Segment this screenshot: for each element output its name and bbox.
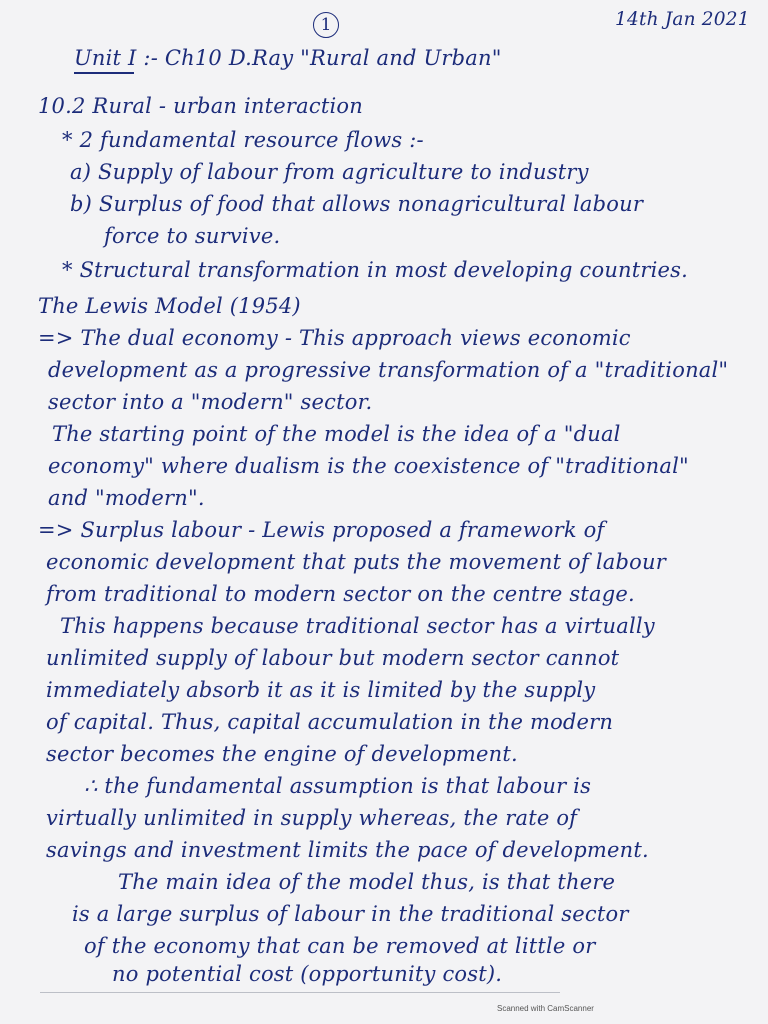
- note-line: sector into a "modern" sector.: [48, 390, 373, 414]
- note-line: savings and investment limits the pace of development.: [46, 838, 649, 862]
- note-line: of capital. Thus, capital accumulation in the modern: [46, 710, 614, 734]
- note-line: a) Supply of labour from agriculture to industry: [70, 160, 589, 184]
- note-line: of the economy that can be removed at little or: [84, 934, 596, 958]
- page-date: 14th Jan 2021: [615, 9, 750, 30]
- scanner-footer: Scanned with CamScanner: [497, 1004, 594, 1013]
- note-line: 10.2 Rural - urban interaction: [38, 94, 363, 118]
- note-line: immediately absorb it as it is limited by the supply: [46, 678, 596, 702]
- note-line: The Lewis Model (1954): [38, 294, 301, 318]
- page-number: 1: [313, 12, 339, 38]
- note-line: force to survive.: [104, 224, 281, 248]
- note-line: This happens because traditional sector has a virtually: [60, 614, 655, 638]
- note-line: from traditional to modern sector on the centre stage.: [46, 582, 635, 606]
- note-line: * Structural transformation in most developing countries.: [62, 258, 689, 282]
- note-line: and "modern".: [48, 486, 205, 510]
- page-bottom-rule: [40, 992, 560, 993]
- note-line: sector becomes the engine of development.: [46, 742, 518, 766]
- note-line: development as a progressive transformation of a "traditional": [48, 358, 729, 382]
- note-line: unlimited supply of labour but modern sector cannot: [46, 646, 620, 670]
- note-line: b) Surplus of food that allows nonagricultural labour: [70, 192, 644, 216]
- note-line: economic development that puts the movement of labour: [46, 550, 666, 574]
- note-line: virtually unlimited in supply whereas, the rate of: [46, 806, 578, 830]
- note-line: => The dual economy - This approach views economic: [38, 326, 631, 350]
- note-line: ∴ the fundamental assumption is that labour is: [84, 774, 592, 798]
- note-line: * 2 fundamental resource flows :-: [62, 128, 424, 152]
- note-line: => Surplus labour - Lewis proposed a framework of: [38, 518, 605, 542]
- unit-heading: Unit I :- Ch10 D.Ray "Rural and Urban": [74, 46, 502, 70]
- note-line: The main idea of the model thus, is that there: [118, 870, 616, 894]
- unit-underline: [74, 72, 134, 74]
- note-line: is a large surplus of labour in the traditional sector: [72, 902, 629, 926]
- note-line: economy" where dualism is the coexistence of "traditional": [48, 454, 689, 478]
- note-line: The starting point of the model is the idea of a "dual: [52, 422, 621, 446]
- note-line: no potential cost (opportunity cost).: [112, 962, 503, 986]
